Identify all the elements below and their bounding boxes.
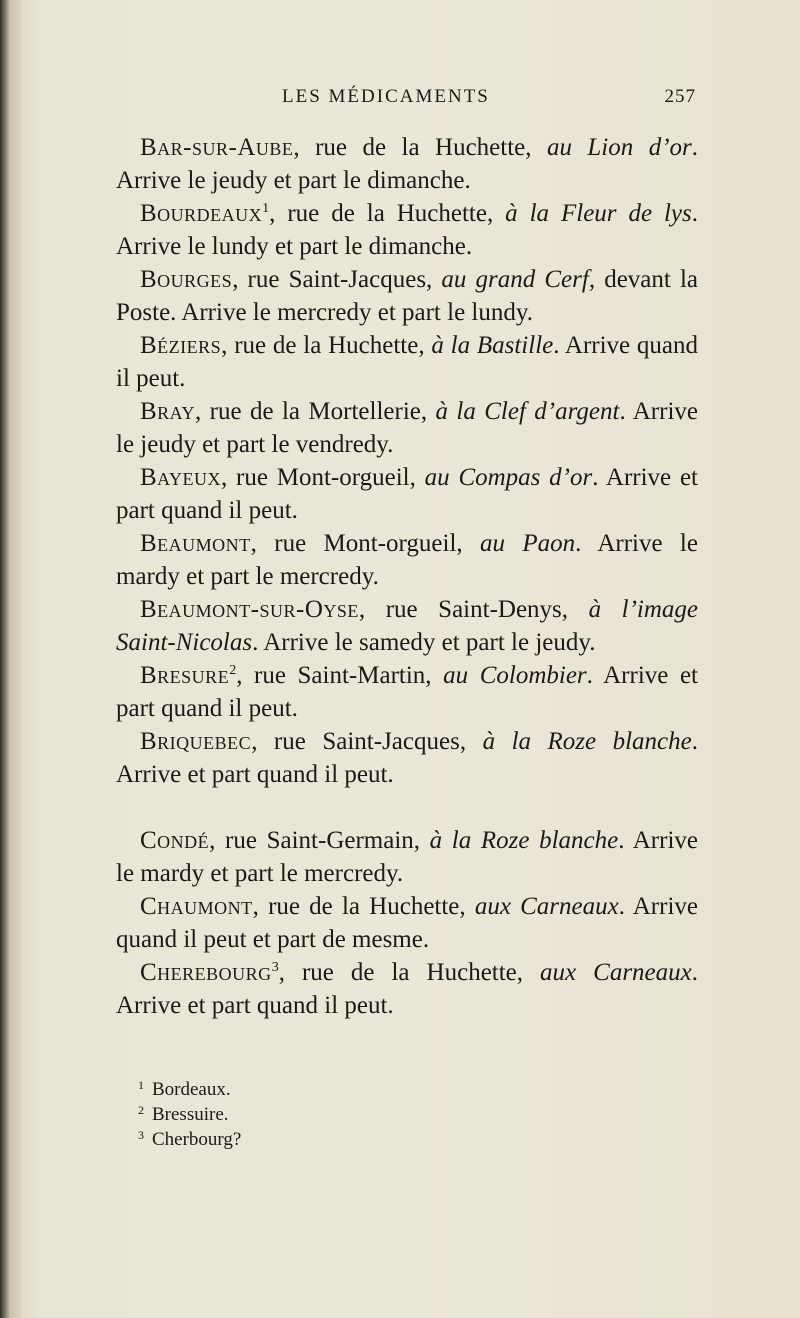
entry-beaumont-sur-oyse: Beaumont-sur-Oyse, rue Saint-Denys, à l’image Saint-Nicolas. Arrive le samedy et part le jeudy. — [116, 596, 698, 656]
entry-sign: au Paon — [480, 530, 576, 557]
entry-name: Bresure — [140, 662, 230, 689]
entry-name: Bourdeaux — [140, 200, 263, 227]
footnote — [138, 1077, 538, 1102]
entry-sign: à la Fleur de lys — [505, 200, 692, 227]
entry-chaumont: Chaumont, rue de la Huchette, aux Carneaux. Arrive quand il peut et part de mesme. — [116, 893, 698, 953]
entry-cherebourg: Cherebourg$^3$, rue de la Huchette, aux Carneaux. Arrive et part quand il peut. — [116, 959, 698, 1019]
entry-bresure: Bresure$^2$, rue Saint-Martin, au Colombier. Arrive et part quand il peut. — [116, 662, 698, 722]
entry-sign: à la Bastille — [431, 332, 554, 359]
entry-bourdeaux: Bourdeaux$^1$, rue de la Huchette, à la Fleur de lys. Arrive le lundy et part le dimanche. — [116, 200, 699, 260]
entry-sign: au Colombier — [443, 662, 587, 689]
entry-name: Briquebec — [140, 728, 252, 755]
entry-name: Cherebourg — [140, 959, 272, 986]
entry-name: Chaumont — [140, 893, 253, 920]
page-gutter — [0, 0, 22, 1318]
entry-name: Bayeux — [140, 464, 222, 491]
footnote-text: Bordeaux. — [152, 1079, 231, 1100]
entry-sign: aux Carneaux — [474, 893, 619, 920]
footnote-mark: 1 — [138, 1078, 144, 1092]
entry-sign: au Compas d’or — [424, 464, 593, 491]
entry-sign: à la Roze blanche — [429, 827, 619, 854]
footnote-text: Cherbourg? — [152, 1129, 242, 1150]
footnote-ref: 2 — [229, 663, 237, 678]
page-number: 257 — [664, 86, 696, 107]
entry-name: Beaumont — [140, 530, 251, 557]
entry-sign: au Lion d’or — [546, 134, 692, 161]
entry-bourges: Bourges, rue Saint-Jacques, au grand Cerf, devant la Poste. Arrive le mercredy et part le lundy. — [116, 266, 698, 326]
entry-bar-sur-aube: Bar-sur-Aube, rue de la Huchette, au Lion d’or. Arrive le jeudy et part le dimanche. — [116, 134, 699, 194]
entry-bayeux: Bayeux, rue Mont-orgueil, au Compas d’or. Arrive et part quand il peut. — [116, 464, 698, 524]
entry-beziers: Béziers, rue de la Huchette, à la Bastille. Arrive quand il peut. — [116, 332, 699, 392]
footnote — [138, 1102, 538, 1127]
entry-name: Bourges — [140, 266, 233, 293]
entry-sign: à la Clef d’argent — [435, 398, 620, 425]
entry-sign: à la Roze blanche — [482, 728, 692, 755]
entry-sign: au grand Cerf, — [441, 266, 596, 293]
running-header — [116, 86, 696, 116]
entry-name: Condé — [140, 827, 210, 854]
footnote-text: Bressuire. — [152, 1104, 229, 1125]
entry-sign: à l’image Saint-Nicolas — [116, 596, 698, 656]
footnote-mark: 2 — [138, 1103, 144, 1117]
entry-conde: Condé, rue Saint-Germain, à la Roze blanche. Arrive le mardy et part le mercredy. — [116, 827, 698, 887]
entry-name: Béziers — [140, 332, 222, 359]
footnote-ref: 3 — [271, 960, 279, 975]
entry-name: Beaumont-sur-Oyse — [140, 596, 359, 623]
main-text — [116, 131, 698, 1022]
entry-briquebec: Briquebec, rue Saint-Jacques, à la Roze blanche. Arrive et part quand il peut. — [116, 728, 699, 788]
entry-bray: Bray, rue de la Mortellerie, à la Clef d’argent. Arrive le jeudy et part le vendredy. — [116, 398, 698, 458]
entry-name: Bray — [140, 398, 196, 425]
footnote — [138, 1127, 538, 1152]
header-title: LES MÉDICAMENTS — [282, 86, 490, 107]
entry-name: Bar-sur-Aube — [140, 134, 294, 161]
footnote-mark: 3 — [138, 1128, 144, 1142]
entry-sign: aux Carneaux — [540, 959, 692, 986]
footnotes — [138, 1077, 538, 1152]
entry-beaumont: Beaumont, rue Mont-orgueil, au Paon. Arrive le mardy et part le mercredy. — [116, 530, 698, 590]
footnote-ref: 1 — [262, 201, 270, 216]
